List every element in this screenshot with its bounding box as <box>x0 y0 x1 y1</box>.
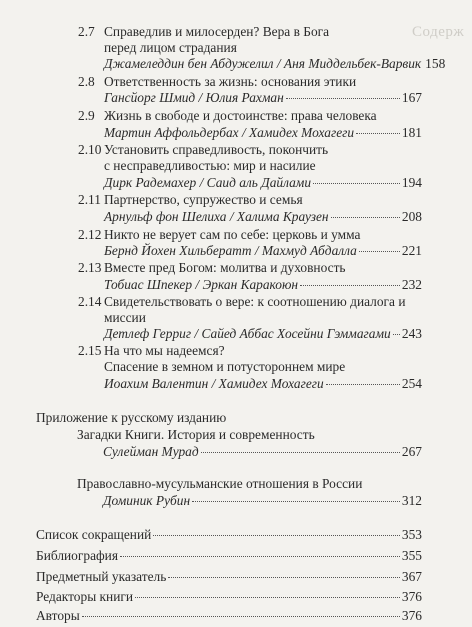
section-2-11-title: 2.11 Партнерство, супружество и семья <box>78 192 303 207</box>
section-2-15-title-cont: Спасение в земном и потустороннем мире <box>104 359 346 374</box>
section-2-12-title: 2.12 Никто не верует сам по себе: церковь и умма <box>78 227 361 242</box>
section-2-9-authors-row: Мартин Аффольдербах / Хамидех Мохагеги 181 <box>104 125 422 140</box>
section-2-9-title: 2.9 Жизнь в свободе и достоинстве: права человека <box>78 108 377 123</box>
section-2-10-authors-row: Дирк Радемахер / Саид аль Дайлами 194 <box>104 175 422 190</box>
backmatter-editors: Редакторы книги 376 <box>36 589 422 604</box>
appendix-item-1-author-row: Сулейман Мурад 267 <box>103 444 422 459</box>
backmatter-subject-index: Предметный указатель 367 <box>36 569 422 584</box>
backmatter-bibliography: Библиография 355 <box>36 548 422 563</box>
section-2-13-authors-row: Тобиас Шпекер / Эркан Каракоюн 232 <box>104 277 422 292</box>
appendix-item-2-author-row: Доминик Рубин 312 <box>103 493 422 508</box>
section-2-11-authors-row: Арнульф фон Шелиха / Халима Краузен 208 <box>104 209 422 224</box>
section-2-10-title-cont: с несправедливостью: мир и насилие <box>104 158 316 173</box>
section-2-12-authors-row: Бернд Йохен Хильбератт / Махмуд Абдалла 221 <box>104 243 422 258</box>
section-2-14-authors-row: Детлеф Герриг / Сайед Аббас Хосейни Гэммагами 243 <box>104 326 422 341</box>
section-2-13-title: 2.13 Вместе пред Богом: молитва и духовность <box>78 260 346 275</box>
section-2-15-authors-row: Иоахим Валентин / Хамидех Мохагеги 254 <box>104 376 422 391</box>
section-2-10-title: 2.10 Установить справедливость, покончить <box>78 142 329 157</box>
appendix-item-2-title: Православно-мусульманские отношения в России <box>77 476 363 491</box>
section-2-8-authors-row: Гансйорг Шмид / Юлия Рахман 167 <box>104 90 422 105</box>
appendix-heading: Приложение к русскому изданию <box>36 410 227 425</box>
section-2-8-title: 2.8 Ответственность за жизнь: основания этики <box>78 74 357 89</box>
backmatter-authors: Авторы 376 <box>36 608 422 623</box>
section-2-7-title-cont: перед лицом страдания <box>104 40 237 55</box>
appendix-item-1-title: Загадки Книги. История и современность <box>77 427 315 442</box>
section-2-14-title-cont: миссии <box>104 310 146 325</box>
section-2-7-authors-row: Джамеледдин бен Абдужелил / Аня Миддельбек-Варвик 158 <box>104 56 446 71</box>
section-2-15-title: 2.15 На что мы надеемся? <box>78 343 225 358</box>
section-2-7-title: 2.7 Справедлив и милосерден? Вера в Бога <box>78 24 330 39</box>
bleed-through-heading: Содерж <box>412 24 465 40</box>
backmatter-abbreviations: Список сокращений 353 <box>36 527 422 542</box>
section-2-14-title: 2.14 Свидетельствовать о вере: к соотношению диалога и <box>78 294 406 309</box>
